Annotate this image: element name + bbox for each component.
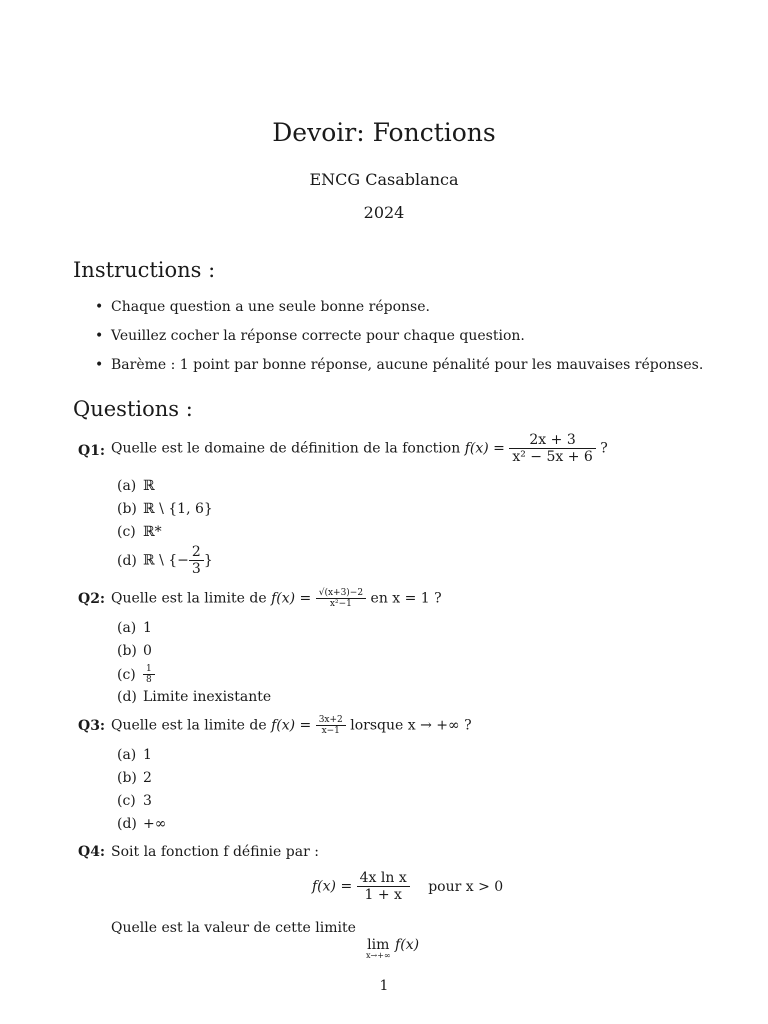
- option-text: ℝ: [143, 478, 155, 494]
- q1-option-c[interactable]: [117, 524, 162, 540]
- q4-definition: [312, 870, 503, 903]
- q4-condition: pour x > 0: [428, 878, 504, 895]
- option-tag: (d): [117, 552, 137, 569]
- option-text: ℝ*: [143, 524, 162, 540]
- option-numerator: 1: [143, 664, 155, 675]
- option-denominator: 8: [146, 675, 152, 685]
- school-name: ENCG Casablanca: [309, 170, 459, 189]
- option-tag: (a): [117, 478, 137, 494]
- q1-option-a[interactable]: [117, 478, 155, 494]
- option-tag: (d): [117, 689, 137, 705]
- q2-option-c[interactable]: [117, 664, 155, 685]
- q2-question: [111, 588, 442, 609]
- option-text: ℝ \ {1, 6}: [143, 501, 213, 517]
- q4-follow: Quelle est la valeur de cette limite: [111, 920, 356, 936]
- q4-fraction: [357, 870, 410, 903]
- instructions-heading: Instructions :: [73, 258, 216, 282]
- option-tag: (b): [117, 770, 137, 786]
- q2-text: Quelle est la limite de: [111, 590, 267, 607]
- questions-heading: Questions :: [73, 397, 193, 421]
- q3-option-c[interactable]: [117, 793, 152, 809]
- option-pre: ℝ \ {−: [143, 552, 189, 569]
- option-denominator: 3: [191, 561, 201, 577]
- q3-question: [111, 715, 472, 736]
- option-tag: (c): [117, 793, 136, 809]
- limit-subscript: x→+∞: [366, 951, 391, 960]
- option-text: +∞: [143, 816, 167, 832]
- option-fraction: [189, 544, 204, 577]
- option-tag: (c): [117, 666, 136, 683]
- q4-label: Q4:: [78, 844, 106, 860]
- option-post: }: [203, 552, 213, 569]
- instruction-item: • Veuillez cocher la réponse correcte pour chaque question.: [95, 326, 703, 355]
- q3-text: Quelle est la limite de: [111, 717, 267, 734]
- option-text: 0: [143, 643, 152, 659]
- q3-option-d[interactable]: [117, 816, 166, 832]
- q1-denominator: x² − 5x + 6: [512, 449, 593, 465]
- option-text: 2: [143, 770, 152, 786]
- option-text: 1: [143, 620, 152, 636]
- instruction-item: • Chaque question a une seule bonne réponse.: [95, 297, 703, 326]
- option-tag: (a): [117, 747, 137, 763]
- instructions-list: [95, 297, 703, 384]
- q2-option-d[interactable]: [117, 689, 271, 705]
- q1-option-d[interactable]: [117, 544, 213, 577]
- q1-label: Q1:: [78, 443, 106, 459]
- limit-lim: lim: [367, 937, 390, 953]
- page-number: 1: [379, 978, 389, 994]
- q3-denominator: x−1: [321, 726, 340, 736]
- q3-option-b[interactable]: [117, 770, 152, 786]
- q1-question: [111, 432, 608, 465]
- instruction-item: • Barème : 1 point par bonne réponse, aucune pénalité pour les mauvaises réponses.: [95, 355, 703, 384]
- limit-operator: [366, 937, 391, 960]
- q4-denominator: 1 + x: [364, 887, 402, 903]
- q3-fx: f(x) =: [271, 717, 312, 734]
- q1-option-b[interactable]: [117, 501, 213, 517]
- option-tag: (d): [117, 816, 137, 832]
- limit-function: f(x): [395, 937, 420, 953]
- q3-end: lorsque x → +∞ ?: [350, 717, 472, 734]
- option-tag: (c): [117, 524, 136, 540]
- q2-denominator: x²−1: [329, 599, 352, 609]
- q3-fraction: [316, 715, 346, 736]
- q1-fraction: [509, 432, 595, 465]
- option-text: 3: [143, 793, 152, 809]
- option-fraction: [143, 664, 155, 685]
- q1-text: Quelle est le domaine de définition de la fonction: [111, 440, 461, 457]
- q3-option-a[interactable]: [117, 747, 152, 763]
- option-numerator: 2: [189, 544, 204, 561]
- q2-numerator: √(x+3)−2: [316, 588, 366, 599]
- q1-end: ?: [600, 440, 608, 457]
- option-text: Limite inexistante: [143, 689, 272, 705]
- q2-fx: f(x) =: [271, 590, 312, 607]
- year: 2024: [363, 203, 405, 222]
- q2-option-b[interactable]: [117, 643, 152, 659]
- q4-text: Soit la fonction f définie par :: [111, 844, 319, 860]
- q2-end: en x = 1 ?: [370, 590, 442, 607]
- q2-option-a[interactable]: [117, 620, 152, 636]
- q4-limit: [366, 937, 419, 962]
- option-tag: (b): [117, 643, 137, 659]
- option-text: 1: [143, 747, 152, 763]
- q3-numerator: 3x+2: [316, 715, 346, 726]
- q2-label: Q2:: [78, 591, 106, 607]
- q4-fx: f(x) =: [312, 878, 353, 895]
- option-tag: (b): [117, 501, 137, 517]
- option-tag: (a): [117, 620, 137, 636]
- q1-fx: f(x) =: [464, 440, 505, 457]
- q1-numerator: 2x + 3: [509, 432, 595, 449]
- q3-label: Q3:: [78, 718, 106, 734]
- document-title: Devoir: Fonctions: [272, 118, 496, 147]
- q4-numerator: 4x ln x: [357, 870, 410, 887]
- q2-fraction: [316, 588, 366, 609]
